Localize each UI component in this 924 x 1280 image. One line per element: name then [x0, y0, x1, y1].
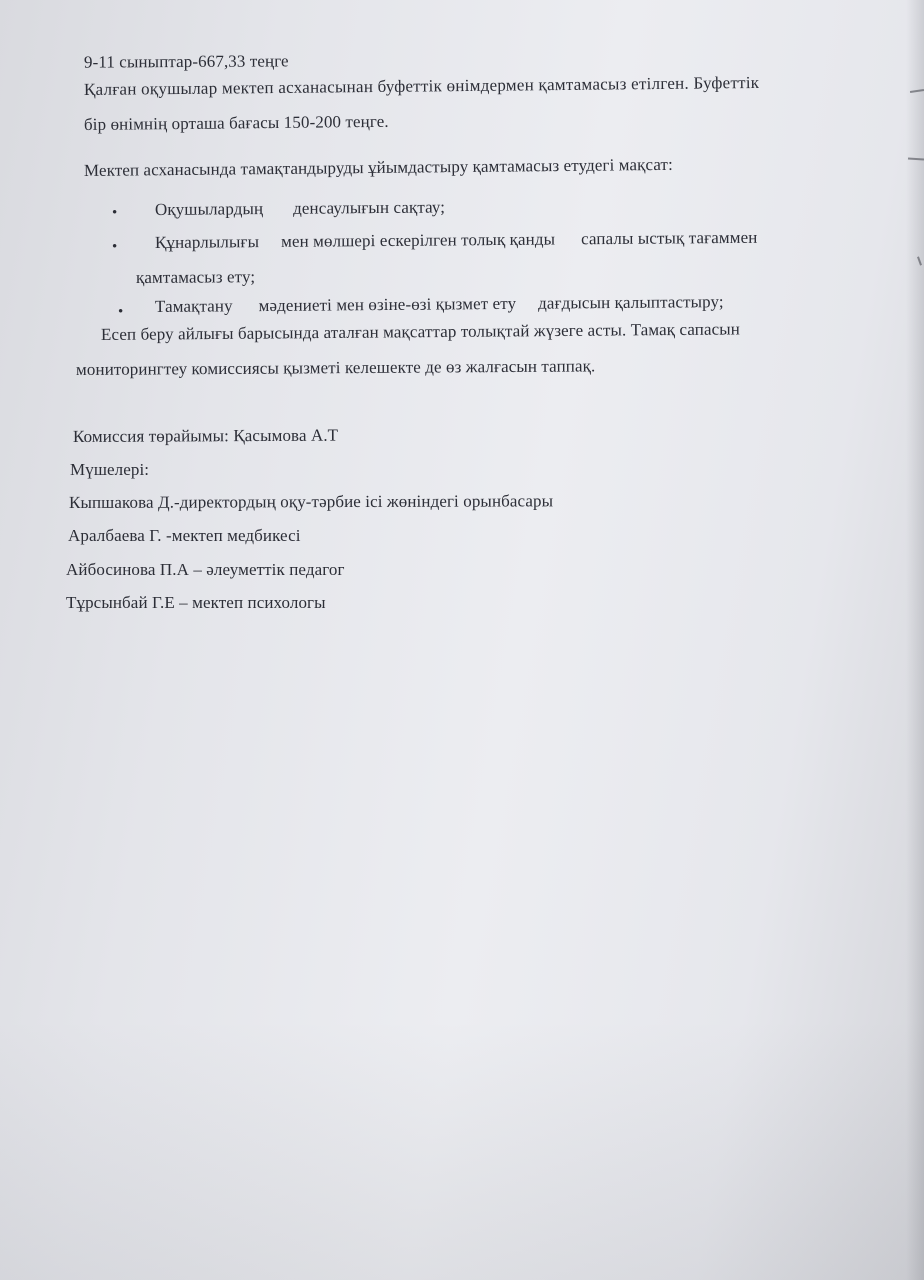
goal-item-3: [155, 292, 724, 317]
paper-shadow: [0, 1020, 924, 1280]
bullet-marker: •: [112, 205, 118, 221]
goal-item-2-continuation: қамтамасыз ету;: [135, 267, 256, 287]
commission-chair: Комиссия төрайымы: Қасымова А.Т: [72, 425, 339, 446]
bullet-marker: •: [118, 304, 124, 320]
goal-item-1-part2: денсаулығын сақтау;: [293, 197, 446, 218]
goal-item-2-part2: мен мөлшері ескерілген толық қанды: [280, 229, 556, 251]
bullet-marker: •: [112, 239, 118, 255]
goal-item-3-part1: Тамақтану: [154, 296, 233, 316]
member-2: Аралбаева Г. -мектеп медбикесі: [68, 526, 301, 545]
cost-line: 9-11 сыныптар-667,33 теңге: [83, 51, 289, 72]
goal-item-2-part1: Құнарлылығы: [154, 232, 260, 252]
goal-item-3-part3: дағдысын қалыптастыру;: [538, 292, 724, 313]
goal-item-2-part3: сапалы ыстық тағаммен: [580, 227, 758, 249]
paragraph1-line2: бір өнімнің орташа бағасы 150-200 теңге.: [83, 111, 389, 134]
goal-item-1: [155, 197, 445, 220]
conclusion-line2: мониторингтеу комиссиясы қызметі келешекте де өз жалғасын таппақ.: [75, 356, 596, 379]
paper-edge-mark: [910, 89, 924, 93]
goal-intro: Мектеп асханасында тамақтандыруды ұйымдастыру қамтамасыз етудегі мақсат:: [83, 154, 673, 180]
goal-item-2: [155, 228, 758, 253]
paper-edge-shadow: [906, 0, 924, 1280]
members-heading: Мүшелері:: [70, 460, 150, 479]
paragraph1-line1: Қалған оқушылар мектеп асханасынан буфеттік өнімдермен қамтамасыз етілген. Буфеттік: [83, 72, 760, 99]
member-1: Кыпшакова Д.-директордың оқу-тәрбие ісі жөніндегі орынбасары: [68, 491, 554, 512]
paper-edge-mark: [908, 157, 924, 160]
goal-item-3-part2: мәдениеті мен өзіне-өзі қызмет ету: [258, 293, 517, 316]
member-4: Тұрсынбай Г.Е – мектеп психологы: [66, 593, 326, 612]
conclusion-line1: Есеп беру айлығы барысында аталған мақсаттар толықтай жүзеге асты. Тамақ сапасын: [100, 319, 741, 344]
goal-item-1-part1: Оқушылардың: [154, 199, 264, 219]
paper-edge-mark: [917, 256, 922, 265]
member-3: Айбосинова П.А – әлеуметтік педагог: [66, 560, 345, 579]
